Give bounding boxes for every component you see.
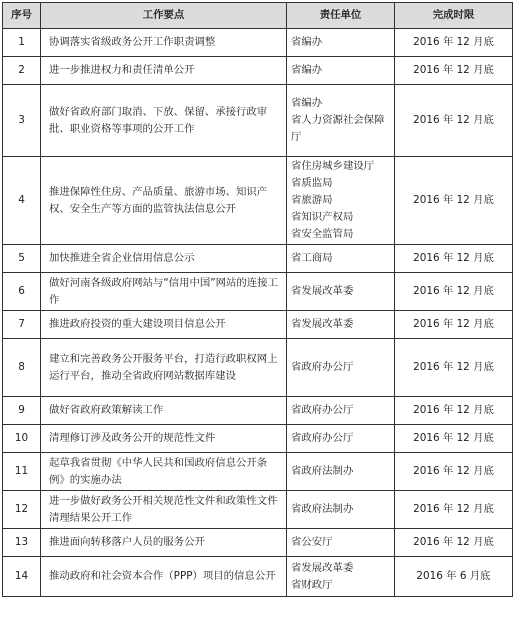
responsible-unit: 省安全监管局 (291, 228, 354, 240)
row-number: 7 (3, 311, 41, 339)
row-units (287, 85, 395, 157)
responsible-unit: 省工商局 (291, 252, 333, 264)
table-row (3, 557, 513, 597)
table-row (3, 339, 513, 397)
row-task: 建立和完善政务公开服务平台，打造行政职权网上运行平台，推动全省政府网站数据库建设 (41, 339, 287, 397)
row-deadline: 2016 年 12 月底 (395, 85, 513, 157)
header-no: 序号 (3, 3, 41, 29)
responsible-unit: 省政府法制办 (291, 465, 354, 477)
row-number: 6 (3, 273, 41, 311)
task-table (2, 2, 513, 597)
row-units (287, 157, 395, 245)
row-task: 推进保障性住房、产品质量、旅游市场、知识产权、安全生产等方面的监管执法信息公开 (41, 157, 287, 245)
row-units (287, 529, 395, 557)
row-number: 10 (3, 425, 41, 453)
table-body (3, 29, 513, 597)
table-row (3, 85, 513, 157)
responsible-unit: 省公安厅 (291, 536, 333, 548)
responsible-unit: 省住房城乡建设厅 (291, 160, 375, 172)
row-deadline: 2016 年 12 月底 (395, 491, 513, 529)
table-row (3, 311, 513, 339)
table-row (3, 491, 513, 529)
responsible-unit: 省政府法制办 (291, 503, 354, 515)
responsible-unit: 省知识产权局 (291, 211, 354, 223)
table-row (3, 397, 513, 425)
table-row (3, 453, 513, 491)
row-task: 进一步推进权力和责任清单公开 (41, 57, 287, 85)
responsible-unit: 省财政厅 (291, 578, 333, 591)
row-deadline: 2016 年 12 月底 (395, 29, 513, 57)
table-row (3, 425, 513, 453)
row-number: 2 (3, 57, 41, 85)
row-deadline: 2016 年 12 月底 (395, 425, 513, 453)
row-number: 1 (3, 29, 41, 57)
table-row (3, 529, 513, 557)
row-deadline: 2016 年 12 月底 (395, 311, 513, 339)
row-task: 进一步做好政务公开相关规范性文件和政策性文件清理结果公开工作 (41, 491, 287, 529)
row-units (287, 57, 395, 85)
row-task: 做好省政府部门取消、下放、保留、承接行政审批、职业资格等事项的公开工作 (41, 85, 287, 157)
row-number: 5 (3, 245, 41, 273)
row-units (287, 397, 395, 425)
row-task: 做好河南各级政府网站与“信用中国”网站的连接工作 (41, 273, 287, 311)
row-task: 推动政府和社会资本合作（PPP）项目的信息公开 (41, 557, 287, 597)
responsible-unit: 省发展改革委 (291, 561, 354, 574)
responsible-unit: 省政府办公厅 (291, 432, 354, 444)
header-task: 工作要点 (41, 3, 287, 29)
row-task: 推进面向转移落户人员的服务公开 (41, 529, 287, 557)
row-task: 推进政府投资的重大建设项目信息公开 (41, 311, 287, 339)
responsible-unit: 省政府办公厅 (291, 361, 354, 373)
responsible-unit: 省编办 (291, 36, 323, 48)
row-units (287, 491, 395, 529)
responsible-unit: 省政府办公厅 (291, 404, 354, 416)
row-number: 3 (3, 85, 41, 157)
header-unit: 责任单位 (287, 3, 395, 29)
row-number: 14 (3, 557, 41, 597)
row-deadline: 2016 年 12 月底 (395, 273, 513, 311)
row-deadline: 2016 年 12 月底 (395, 453, 513, 491)
header-row (3, 3, 513, 29)
row-task: 加快推进全省企业信用信息公示 (41, 245, 287, 273)
table-row (3, 273, 513, 311)
responsible-unit: 省编办 (291, 97, 323, 109)
responsible-unit: 省发展改革委 (291, 285, 354, 297)
row-number: 11 (3, 453, 41, 491)
row-deadline: 2016 年 12 月底 (395, 339, 513, 397)
row-task: 协调落实省级政务公开工作职责调整 (41, 29, 287, 57)
row-units (287, 425, 395, 453)
table-row (3, 245, 513, 273)
row-number: 9 (3, 397, 41, 425)
row-number: 12 (3, 491, 41, 529)
row-units (287, 245, 395, 273)
row-deadline: 2016 年 12 月底 (395, 529, 513, 557)
row-deadline: 2016 年 12 月底 (395, 57, 513, 85)
row-deadline: 2016 年 6 月底 (395, 557, 513, 597)
table-row (3, 29, 513, 57)
responsible-unit: 省旅游局 (291, 194, 333, 206)
row-number: 4 (3, 157, 41, 245)
table-row (3, 157, 513, 245)
row-units (287, 273, 395, 311)
row-deadline: 2016 年 12 月底 (395, 397, 513, 425)
row-deadline: 2016 年 12 月底 (395, 157, 513, 245)
row-units (287, 29, 395, 57)
row-units (287, 311, 395, 339)
responsible-unit: 省人力资源社会保障厅 (291, 114, 385, 143)
row-task: 起草我省贯彻《中华人民共和国政府信息公开条例》的实施办法 (41, 453, 287, 491)
row-units (287, 453, 395, 491)
row-deadline: 2016 年 12 月底 (395, 245, 513, 273)
responsible-unit: 省质监局 (291, 177, 333, 189)
row-number: 13 (3, 529, 41, 557)
table-row (3, 57, 513, 85)
row-task: 清理修订涉及政务公开的规范性文件 (41, 425, 287, 453)
row-task: 做好省政府政策解读工作 (41, 397, 287, 425)
responsible-unit: 省发展改革委 (291, 318, 354, 330)
responsible-unit: 省编办 (291, 64, 323, 76)
row-units (287, 557, 395, 597)
row-units (287, 339, 395, 397)
row-number: 8 (3, 339, 41, 397)
header-deadline: 完成时限 (395, 3, 513, 29)
